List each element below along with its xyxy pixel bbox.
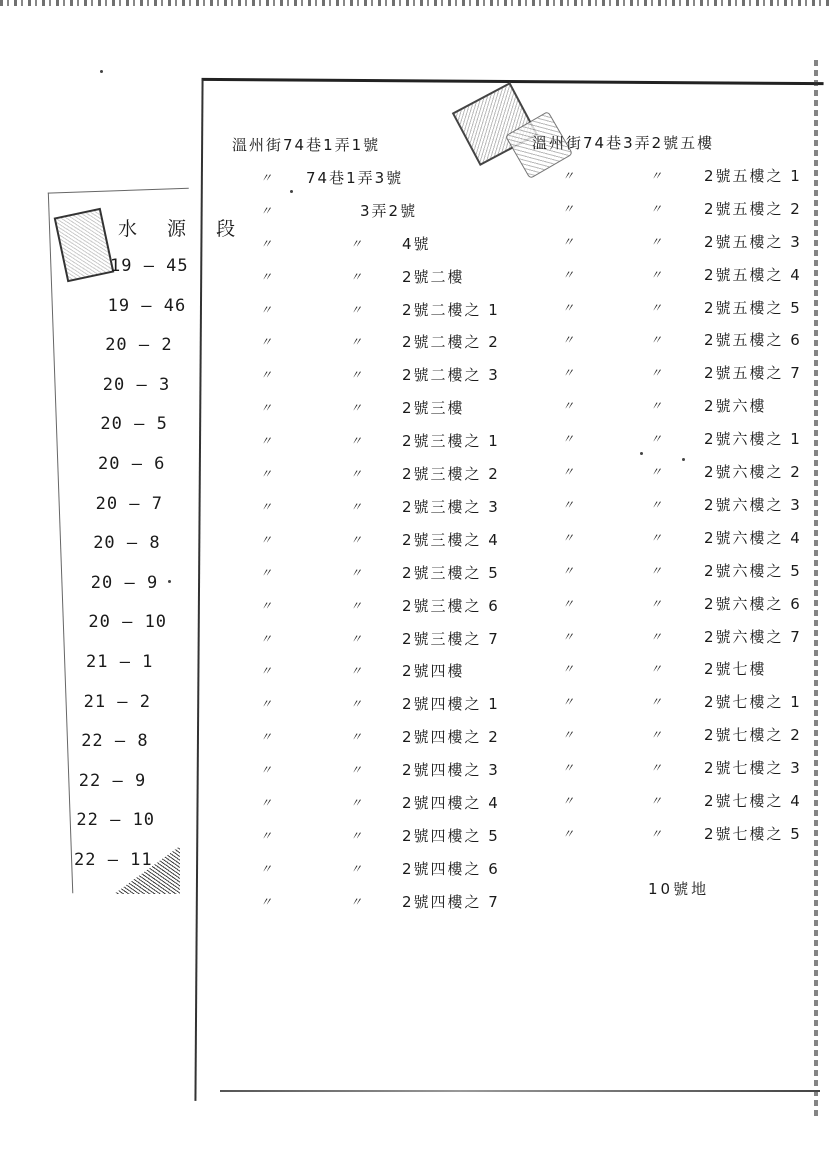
scan-speck — [168, 580, 171, 583]
left-address-row: 2號三樓之 5 — [402, 563, 500, 582]
ditto-mark: 〃 — [260, 565, 273, 580]
ditto-mark: 〃 — [350, 401, 363, 416]
left-address-row: 2號三樓之 7 — [402, 629, 500, 648]
right-address-row: 2號七樓之 4 — [704, 792, 802, 810]
main-sheet-bottom-edge — [220, 1090, 820, 1092]
left-address-row: 3弄2號 — [360, 201, 418, 220]
right-address-row: 2號六樓 — [704, 397, 767, 416]
ditto-mark: 〃 — [350, 335, 363, 350]
left-address-row: 2號四樓之 3 — [402, 761, 500, 780]
ditto-mark: 〃 — [650, 300, 663, 315]
right-address-row: 2號五樓之 1 — [704, 166, 802, 185]
ditto-mark: 〃 — [350, 269, 363, 284]
ditto-mark: 〃 — [350, 697, 363, 712]
scan-speck — [682, 458, 685, 461]
right-address-row: 2號五樓之 4 — [704, 265, 802, 284]
ditto-mark: 〃 — [350, 532, 363, 547]
ditto-mark: 〃 — [650, 695, 663, 710]
left-address-row: 2號三樓 — [402, 399, 465, 418]
left-address-row: 2號四樓之 4 — [402, 794, 500, 812]
ditto-mark: 〃 — [562, 366, 575, 381]
ditto-mark: 〃 — [260, 598, 273, 613]
ditto-mark: 〃 — [260, 434, 273, 449]
ditto-mark: 〃 — [650, 366, 663, 381]
ditto-mark: 〃 — [650, 497, 663, 512]
left-table-header: 水 源 段 — [118, 218, 248, 240]
left-code: 19 — 45 — [110, 256, 189, 276]
ditto-mark: 〃 — [260, 467, 273, 481]
left-address-row: 2號三樓之 1 — [402, 432, 500, 451]
right-address-row: 2號五樓之 6 — [704, 331, 802, 350]
left-code: 20 — 10 — [88, 612, 168, 633]
ditto-mark: 〃 — [260, 664, 273, 679]
ditto-mark: 〃 — [650, 826, 663, 841]
ditto-mark: 〃 — [260, 796, 273, 810]
right-address-row: 2號六樓之 2 — [704, 463, 802, 481]
ditto-mark: 〃 — [562, 761, 575, 776]
ditto-mark: 〃 — [350, 499, 363, 514]
ditto-mark: 〃 — [260, 532, 273, 547]
right-address-row: 2號五樓之 3 — [704, 232, 802, 251]
ditto-mark: 〃 — [350, 236, 363, 251]
ditto-mark: 〃 — [650, 234, 663, 249]
ditto-mark: 〃 — [562, 695, 575, 710]
left-address-row: 2號四樓之 2 — [402, 728, 500, 747]
left-address-row: 2號三樓之 2 — [402, 465, 500, 483]
ditto-mark: 〃 — [260, 861, 273, 876]
ditto-mark: 〃 — [260, 697, 273, 712]
left-address-row: 2號二樓之 2 — [402, 333, 500, 352]
ditto-mark: 〃 — [562, 333, 575, 348]
left-address-row: 2號二樓之 3 — [402, 366, 500, 385]
left-address-row: 4號 — [402, 234, 431, 253]
left-code: 20 — 6 — [98, 454, 166, 474]
ditto-mark: 〃 — [260, 269, 273, 284]
left-code: 22 — 11 — [74, 850, 153, 870]
scan-speck — [290, 190, 293, 193]
ditto-mark: 〃 — [260, 203, 273, 218]
ditto-mark: 〃 — [562, 168, 575, 183]
right-address-row: 2號六樓之 6 — [704, 594, 802, 613]
ditto-mark: 〃 — [350, 368, 363, 383]
right-address-row: 2號七樓之 5 — [704, 824, 802, 843]
ditto-mark: 〃 — [350, 730, 363, 745]
ditto-mark: 〃 — [562, 728, 575, 743]
right-address-row: 2號六樓之 5 — [704, 561, 802, 580]
left-code: 20 — 7 — [95, 493, 164, 514]
ditto-mark: 〃 — [650, 563, 663, 578]
ditto-mark: 〃 — [562, 530, 575, 545]
left-code: 20 — 8 — [93, 533, 161, 554]
ditto-mark: 〃 — [562, 465, 575, 479]
ditto-mark: 〃 — [350, 434, 363, 449]
scan-speck — [640, 452, 643, 455]
ditto-mark: 〃 — [650, 530, 663, 545]
left-address-row: 2號四樓之 7 — [402, 892, 500, 911]
ditto-mark: 〃 — [350, 828, 363, 843]
ditto-mark: 〃 — [650, 794, 663, 808]
ditto-mark: 〃 — [350, 894, 363, 909]
left-code: 21 — 1 — [86, 652, 154, 672]
ditto-mark: 〃 — [562, 662, 575, 677]
left-address-row: 2號二樓 — [402, 267, 465, 286]
ditto-mark: 〃 — [650, 201, 663, 216]
ditto-mark: 〃 — [650, 629, 663, 644]
ditto-mark: 〃 — [260, 401, 273, 416]
left-address-row: 2號三樓之 6 — [402, 596, 500, 615]
left-address-row: 2號三樓之 4 — [402, 530, 500, 549]
ditto-mark: 〃 — [350, 598, 363, 613]
right-address-row: 2號五樓之 5 — [704, 298, 802, 317]
ditto-mark: 〃 — [562, 300, 575, 315]
ditto-mark: 〃 — [562, 794, 575, 808]
ditto-mark: 〃 — [562, 826, 575, 841]
ditto-mark: 〃 — [650, 465, 663, 479]
left-code: 20 — 9 — [90, 572, 159, 593]
right-address-row: 2號七樓之 2 — [704, 726, 802, 745]
ditto-mark: 〃 — [260, 368, 273, 383]
left-address-row: 2號三樓之 3 — [402, 497, 500, 516]
ditto-mark: 〃 — [562, 201, 575, 216]
left-address-row: 74巷1弄3號 — [306, 168, 404, 187]
main-sheet-right-edge — [814, 60, 818, 1120]
right-address-row: 2號七樓之 1 — [704, 693, 802, 712]
ditto-mark: 〃 — [260, 236, 273, 251]
ditto-mark: 〃 — [562, 596, 575, 611]
ditto-mark: 〃 — [350, 302, 363, 317]
ditto-mark: 〃 — [650, 432, 663, 447]
left-code: 22 — 8 — [81, 731, 149, 752]
left-code: 19 — 46 — [107, 295, 187, 316]
left-address-row: 2號四樓 — [402, 662, 465, 681]
left-code: 20 — 3 — [102, 374, 171, 395]
left-address-row: 2號四樓之 1 — [402, 695, 500, 714]
ditto-mark: 〃 — [562, 399, 575, 414]
ditto-mark: 〃 — [350, 565, 363, 580]
right-address-row: 2號七樓 — [704, 660, 767, 679]
left-code: 22 — 9 — [78, 770, 147, 791]
ditto-mark: 〃 — [650, 761, 663, 776]
scan-edge-top — [0, 0, 832, 6]
ditto-mark: 〃 — [650, 267, 663, 282]
right-address-row: 2號五樓之 2 — [704, 199, 802, 218]
ditto-mark: 〃 — [562, 432, 575, 447]
ditto-mark: 〃 — [350, 796, 363, 810]
ditto-mark: 〃 — [260, 335, 273, 350]
left-address-row: 2號四樓之 5 — [402, 826, 500, 845]
left-address-row: 溫州街74巷1弄1號 — [232, 136, 381, 154]
right-address-row: 溫州街74巷3弄2號五樓 — [532, 134, 715, 152]
ditto-mark: 〃 — [562, 234, 575, 249]
ditto-mark: 〃 — [260, 763, 273, 778]
ditto-mark: 〃 — [350, 763, 363, 778]
ditto-mark: 〃 — [260, 302, 273, 317]
left-address-row: 2號二樓之 1 — [402, 300, 500, 319]
right-address-row: 2號六樓之 7 — [704, 627, 802, 646]
ditto-mark: 〃 — [650, 596, 663, 611]
ditto-mark: 〃 — [650, 168, 663, 183]
ditto-mark: 〃 — [260, 631, 273, 646]
ditto-mark: 〃 — [562, 563, 575, 578]
ditto-mark: 〃 — [350, 631, 363, 646]
right-address-row: 2號七樓之 3 — [704, 759, 802, 778]
right-address-row: 2號六樓之 4 — [704, 528, 802, 547]
scan-speck — [100, 70, 103, 73]
ditto-mark: 〃 — [562, 497, 575, 512]
left-code: 22 — 10 — [76, 810, 156, 831]
right-address-row: 2號六樓之 1 — [704, 430, 802, 449]
ditto-mark: 〃 — [260, 828, 273, 843]
ditto-mark: 〃 — [260, 170, 273, 185]
right-address-row: 2號六樓之 3 — [704, 495, 802, 514]
footer-note: 10號地 — [648, 880, 710, 898]
right-address-row: 2號五樓之 7 — [704, 364, 802, 383]
left-code: 20 — 2 — [105, 335, 173, 356]
left-address-row: 2號四樓之 6 — [402, 859, 500, 878]
ditto-mark: 〃 — [350, 664, 363, 679]
ditto-mark: 〃 — [260, 894, 273, 909]
ditto-mark: 〃 — [562, 629, 575, 644]
ditto-mark: 〃 — [350, 467, 363, 481]
ditto-mark: 〃 — [350, 861, 363, 876]
left-code: 21 — 2 — [83, 691, 152, 712]
ditto-mark: 〃 — [260, 730, 273, 745]
left-code: 20 — 5 — [100, 414, 168, 435]
ditto-mark: 〃 — [650, 399, 663, 414]
ditto-mark: 〃 — [562, 267, 575, 282]
ditto-mark: 〃 — [650, 728, 663, 743]
ditto-mark: 〃 — [650, 333, 663, 348]
ditto-mark: 〃 — [260, 499, 273, 514]
ditto-mark: 〃 — [650, 662, 663, 677]
